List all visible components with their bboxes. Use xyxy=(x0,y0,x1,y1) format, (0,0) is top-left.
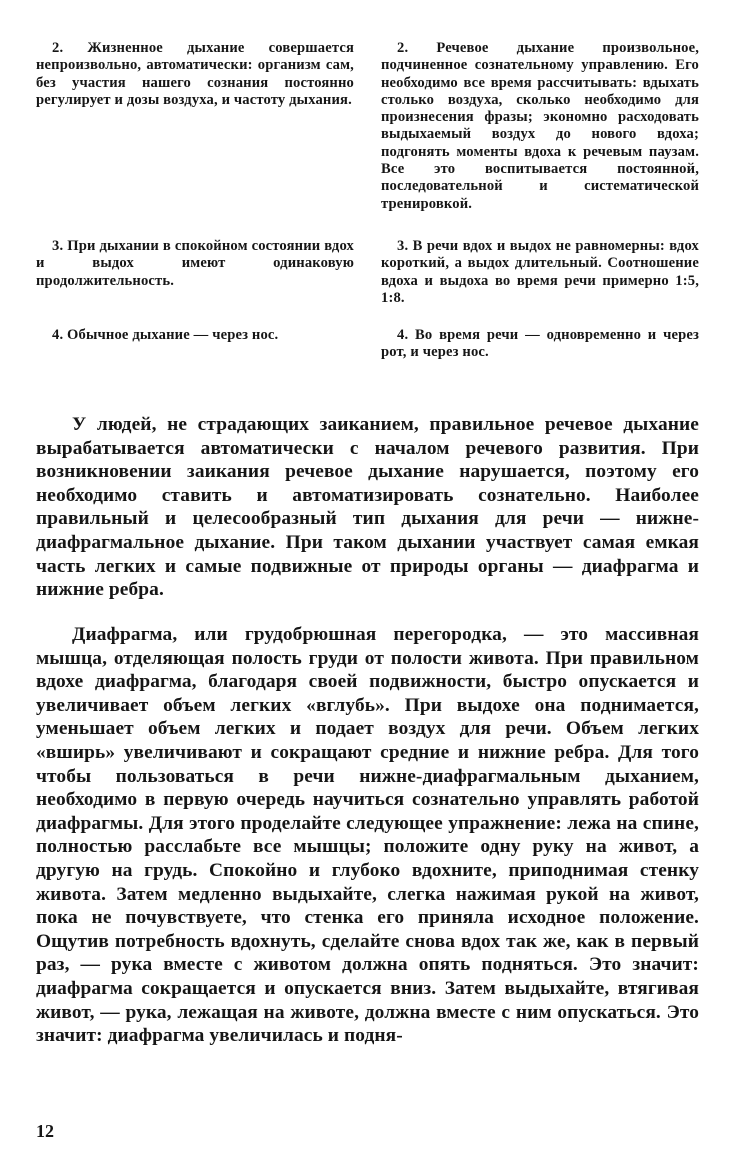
body-paragraph-1: У людей, не страдающих заиканием, правильное речевое дыхание вырабатывается автоматически с началом речевого развития. При возникновении заикания речевое дыхание нарушается, поэтому его необходимо ставить и автоматизировать сознательно. Наиболее правильный и целесообразный тип дыхания для речи — нижне-диафрагмальное дыхание. При таком дыхании участвует самая емкая часть легких и самые подвижные от природы органы — диафрагма и нижние ребра. xyxy=(36,414,699,601)
life-breathing-point-2: 2. Жизненное дыхание совершается непроизвольно, автоматически: организм сам, без участия нашего сознания постоянно регулирует и дозы воздуха, и частоту дыхания. xyxy=(36,40,354,108)
speech-breathing-point-4: 4. Во время речи — одновременно и через рот, и через нос. xyxy=(381,327,699,361)
speech-breathing-point-3: 3. В речи вдох и выдох не равномерны: вдох короткий, а выдох длительный. Соотношение вдоха и выдоха во время речи примерно 1:5, 1:8. xyxy=(381,238,699,306)
life-breathing-point-4: 4. Обычное дыхание — через нос. xyxy=(52,327,279,343)
body-paragraph-2: Диафрагма, или грудобрюшная перегородка, — это массивная мышца, отделяющая полость груди от полости живота. При правильном вдохе диафрагма, благодаря своей подвижности, быстро опускается и увеличивает объем легких «вглубь». При выдохе она поднимается, уменьшает объем легких и подает воздух для речи. Объем легких «вширь» увеличивают и сокращают средние и нижние ребра. Для того чтобы пользоваться в речи нижне-диафрагмальным дыханием, необходимо в первую очередь научиться сознательно управлять работой диафрагмы. Для этого проделайте следующее упражнение: лежа на спине, полностью расслабьте все мышцы; положите одну руку на живот, а другую на грудь. Спокойно и глубоко вдохните, приподнимая стенку живота. Затем медленно выдыхайте, слегка нажимая рукой на живот, пока не почувствуете, что стенка его приняла исходное положение. Ощутив потребность вдохнуть, сделайте снова вдох так же, как в первый раз, — рука вместе с животом должна опять подняться. Это значит: диафрагма сокращается и опускается вниз. Затем выдыхайте, втягивая живот, — рука, лежащая на животе, должна вместе с ним опускаться. Это значит: диафрагма увеличилась и подня- xyxy=(36,624,699,1047)
page-number: 12 xyxy=(36,1121,54,1141)
speech-breathing-point-2: 2. Речевое дыхание произвольное, подчиненное сознательному управлению. Его необходимо все время рассчитывать: вдыхать столько воздуха, сколько необходимо для произнесения фразы; экономно расходовать выдыхаемый воздух до нового вдоха; подгонять моменты вдоха к речевым паузам. Все это воспитывается постоянной, последовательной и систематической тренировкой. xyxy=(381,40,699,212)
life-breathing-point-3: 3. При дыхании в спокойном состоянии вдох и выдох имеют одинаковую продолжительность. xyxy=(36,238,354,289)
